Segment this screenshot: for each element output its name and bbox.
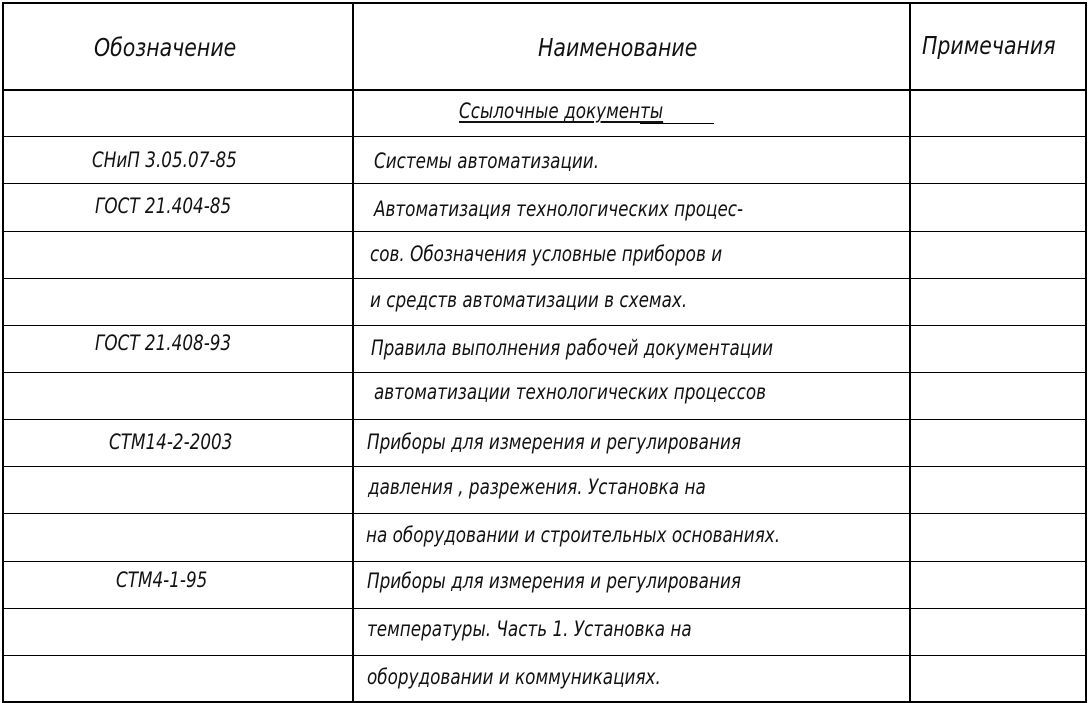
name-cell: Правила выполнения рабочей документации <box>371 336 774 360</box>
section-title: Ссылочные документы <box>459 99 664 123</box>
designation-cell: ГОСТ 21.404-85 <box>95 194 232 218</box>
row-line <box>2 513 1087 514</box>
designation-cell: ГОСТ 21.408-93 <box>95 331 232 355</box>
name-cell: Системы автоматизации. <box>374 149 600 173</box>
table-border-top <box>2 2 1087 4</box>
row-line <box>2 278 1087 279</box>
column-divider-2 <box>909 2 911 703</box>
row-line <box>2 372 1087 373</box>
name-cell: температуры. Часть 1. Установка на <box>367 617 692 641</box>
name-cell: оборудовании и коммуникациях. <box>367 665 661 689</box>
row-line <box>2 561 1087 562</box>
name-cell: Приборы для измерения и регулирования <box>367 430 741 454</box>
designation-cell: СТМ4-1-95 <box>116 568 208 592</box>
row-line <box>2 183 1087 184</box>
name-cell: и средств автоматизации в схемах. <box>370 288 688 312</box>
row-line <box>2 419 1087 420</box>
header-name: Наименование <box>538 33 698 62</box>
designation-cell: СНиП 3.05.07-85 <box>92 148 237 172</box>
name-cell: давления , разрежения. Установка на <box>368 475 706 499</box>
row-line <box>2 325 1087 326</box>
header-designation: Обозначение <box>94 33 237 62</box>
row-line <box>2 231 1087 232</box>
row-line <box>2 608 1087 609</box>
name-cell: на оборудовании и строительных основаниях. <box>366 523 781 547</box>
row-line <box>2 136 1087 137</box>
table-border-left <box>2 2 4 703</box>
header-divider <box>2 89 1087 91</box>
name-cell: сов. Обозначения условные приборов и <box>370 242 723 266</box>
row-line <box>2 466 1087 467</box>
column-divider-1 <box>352 2 354 703</box>
header-notes: Примечания <box>922 31 1056 60</box>
name-cell: Автоматизация технологических процес- <box>374 197 744 221</box>
section-title-rule <box>640 123 714 124</box>
row-line <box>2 655 1087 656</box>
name-cell: автоматизации технологических процессов <box>374 380 767 404</box>
name-cell: Приборы для измерения и регулирования <box>367 569 741 593</box>
designation-cell: СТМ14-2-2003 <box>109 430 233 454</box>
table-border-right <box>1085 2 1087 703</box>
